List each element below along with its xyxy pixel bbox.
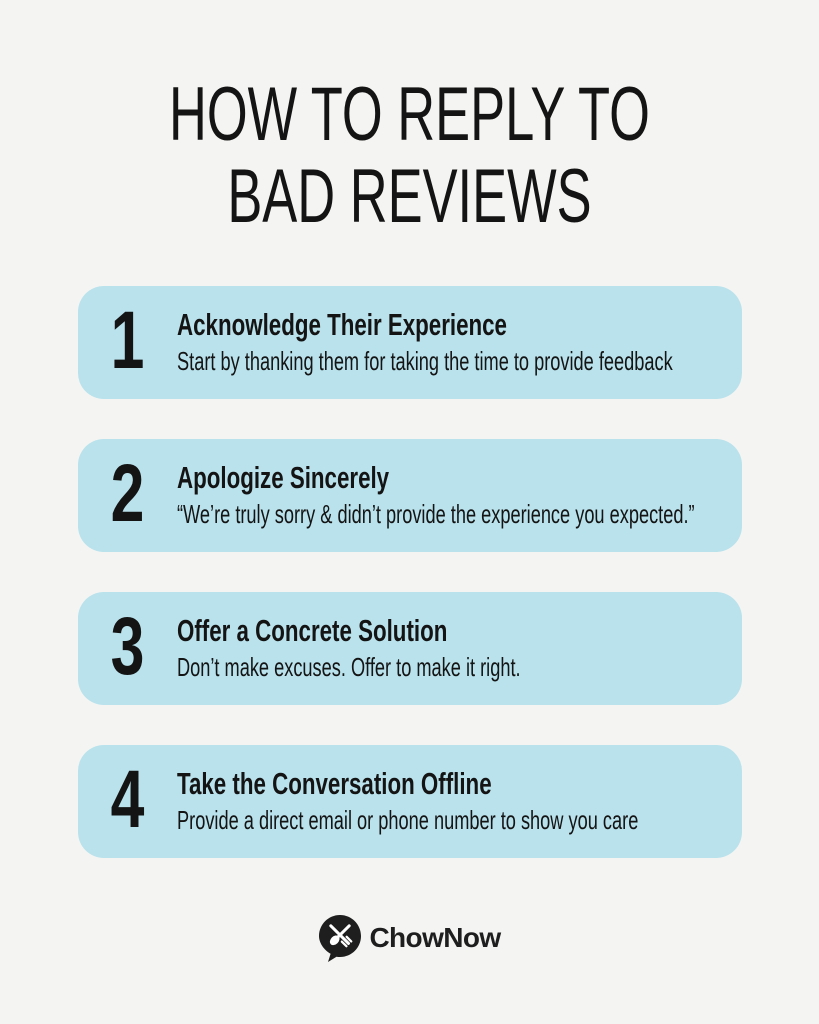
brand-name: ChowNow	[369, 922, 501, 953]
step-number: 3	[110, 600, 144, 692]
step-heading: Acknowledge Their Experience	[176, 307, 507, 343]
step-description: Start by thanking them for taking the time to provide feedback	[176, 345, 673, 376]
step-heading: Apologize Sincerely	[176, 460, 389, 496]
brand-footer	[318, 914, 500, 962]
fork-spoon-pin-icon	[318, 914, 362, 962]
step-number: 2	[110, 447, 144, 539]
step-description: Provide a direct email or phone number to show you care	[176, 804, 638, 835]
step-number: 4	[110, 753, 144, 845]
step-text	[177, 462, 819, 528]
step-description: Don’t make excuses. Offer to make it right.	[176, 651, 521, 682]
step-heading: Take the Conversation Offline	[176, 766, 492, 802]
step-heading: Offer a Concrete Solution	[176, 613, 447, 649]
step-card	[78, 286, 742, 399]
step-card	[78, 745, 742, 858]
step-description: “We’re truly sorry & didn’t provide the experience you expected.”	[176, 498, 695, 529]
step-number: 1	[110, 294, 144, 386]
step-card	[78, 592, 742, 705]
page-title	[61, 74, 758, 238]
step-text	[177, 615, 742, 681]
step-text	[177, 768, 819, 834]
steps-list	[78, 286, 742, 858]
title-line-2: BAD REVIEWS	[227, 154, 592, 239]
step-text	[177, 309, 819, 375]
title-line-1: HOW TO REPLY TO	[169, 72, 650, 157]
step-card	[78, 439, 742, 552]
